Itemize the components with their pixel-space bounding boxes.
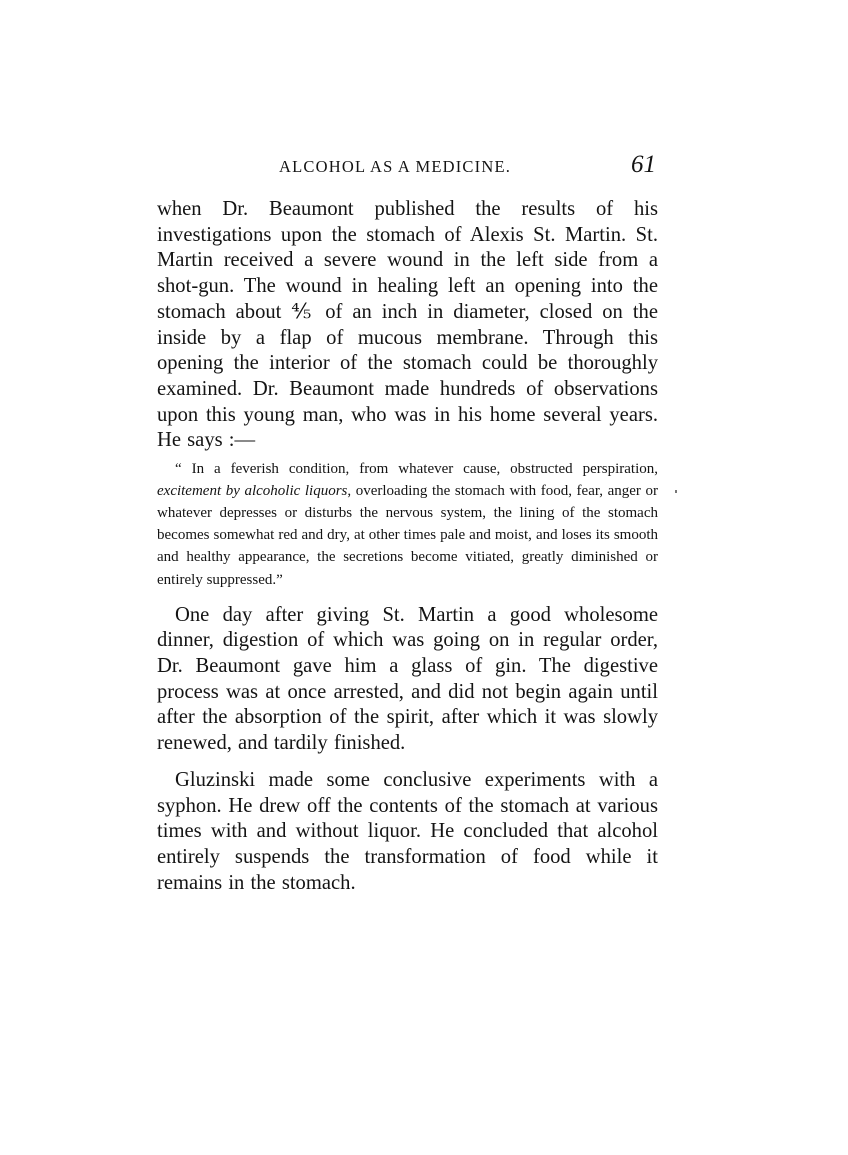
running-title: ALCOHOL AS A MEDICINE. (279, 157, 512, 176)
paragraph-gin-experiment: One day after giving St. Martin a good wholesome dinner, digestion of which was going on in regular order, Dr. Beaumont gave him a glass of gin. The digestive process was at once arrested, and did not begin again until after the absorption of the spirit, after which it was slowly renewed, and tardily finished. (157, 603, 658, 755)
body-text (157, 197, 658, 896)
paragraph-gluzinski: Gluzinski made some conclusive experiments with a syphon. He drew off the contents of the stomach at various times with and without liquor. He concluded that alcohol entirely suspends the transformation of food while it remains in the stomach. (157, 768, 658, 894)
quote-text-start: “ In a feverish condition, from whatever cause, obstructed perspiration, (175, 461, 658, 478)
paragraph-beaumont-intro: when Dr. Beaumont published the results of his investigations upon the stomach of Alexis St. Martin. St. Martin received a severe wound in the left side from a shot-gun. The wound in healing left an opening into the stomach about ⅘ of an inch in diameter, closed on the inside by a flap of mucous membrane. Through this opening the interior of the stomach could be thoroughly examined. Dr. Beaumont made hundreds of observations upon this young man, who was in his home several years. He says :— (157, 198, 658, 452)
running-header (157, 152, 658, 186)
block-quote (157, 458, 658, 591)
quote-emphasis: excitement by alcoholic liquors (157, 483, 348, 500)
page-number: 61 (631, 151, 656, 178)
quote-text-end: , overloading the stomach with food, fear, anger or whatever depresses or disturbs the nervous system, the lining of the stomach becomes somewhat red and dry, at other times pale and moist, and loses its smooth and healthy appearance, the secretions become vitiated, greatly diminished or entirely suppressed.” (157, 483, 658, 588)
scan-speck (675, 490, 677, 493)
